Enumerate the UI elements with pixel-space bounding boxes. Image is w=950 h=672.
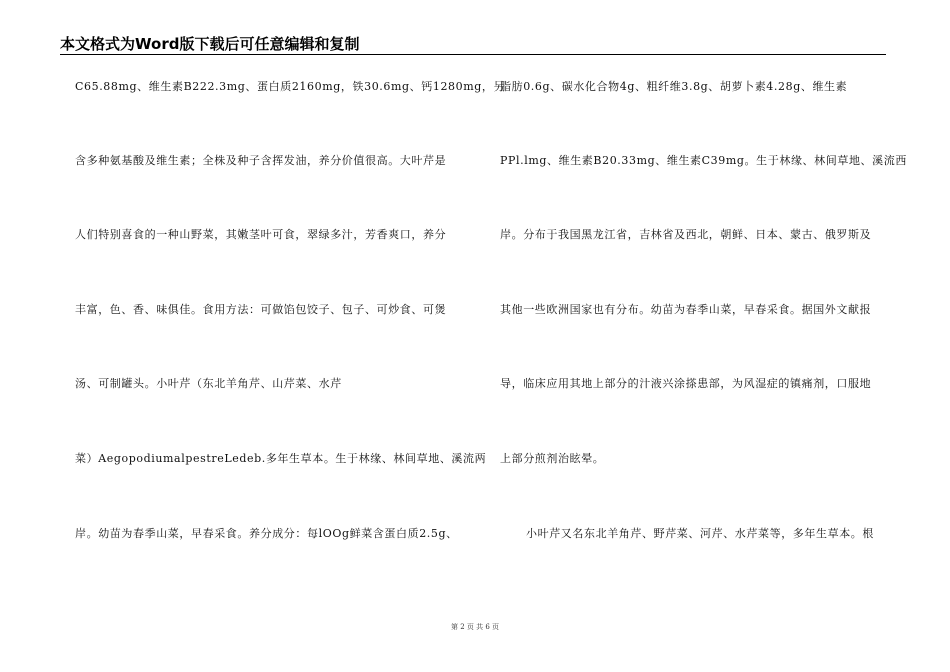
text-line: 菜）AegopodiumalpestreLedeb.多年生草本。生于林缘、林间草地、溪流两 <box>75 452 487 465</box>
text-line: 人们特别喜食的一种山野菜，其嫩茎叶可食，翠绿多汁，芳香爽口，养分 <box>75 228 447 241</box>
text-line: 岸。幼苗为春季山菜，早春采食。养分成分：每lOOg鲜菜含蛋白质2.5g、 <box>75 527 458 540</box>
text-line: 脂肪0.6g、碳水化合物4g、粗纤维3.8g、胡萝卜素4.28g、维生素 <box>500 80 848 93</box>
text-line: 丰富，色、香、味俱佳。食用方法：可做馅包饺子、包子、可炒食、可煲 <box>75 303 447 316</box>
text-line: 上部分煎剂治眩晕。 <box>500 452 605 465</box>
text-line: C65.88mg、维生素B222.3mg、蛋白质2160mg，铁30.6mg、钙1280mg，另 <box>75 80 506 93</box>
text-line: 岸。分布于我国黑龙江省，吉林省及西北，朝鲜、日本、蒙古、俄罗斯及 <box>500 228 872 241</box>
document-header-title: 本文格式为Word版下载后可任意编辑和复制 <box>60 35 360 53</box>
header-divider <box>60 54 886 55</box>
paragraph-first-line: 小叶芹又名东北羊角芹、野芹菜、河芹、水芹菜等，多年生草本。根 <box>526 527 874 540</box>
text-line: 其他一些欧洲国家也有分布。幼苗为春季山菜，早春采食。据国外文献报 <box>500 303 872 316</box>
text-line: PPl.lmg、维生素B20.33mg、维生素C39mg。生于林缘、林间草地、溪流西 <box>500 154 907 167</box>
text-line: 汤、可制罐头。小叶芹（东北羊角芹、山芹菜、水芹 <box>75 377 342 390</box>
page-number: 第 2 页 共 6 页 <box>450 623 500 631</box>
text-line: 含多种氨基酸及维生素；全株及种子含挥发油，养分价值很高。大叶芹是 <box>75 154 447 167</box>
text-line: 导，临床应用其地上部分的汁液兴涂搽患部，为风湿症的镇痛剂，口服地 <box>500 377 872 390</box>
